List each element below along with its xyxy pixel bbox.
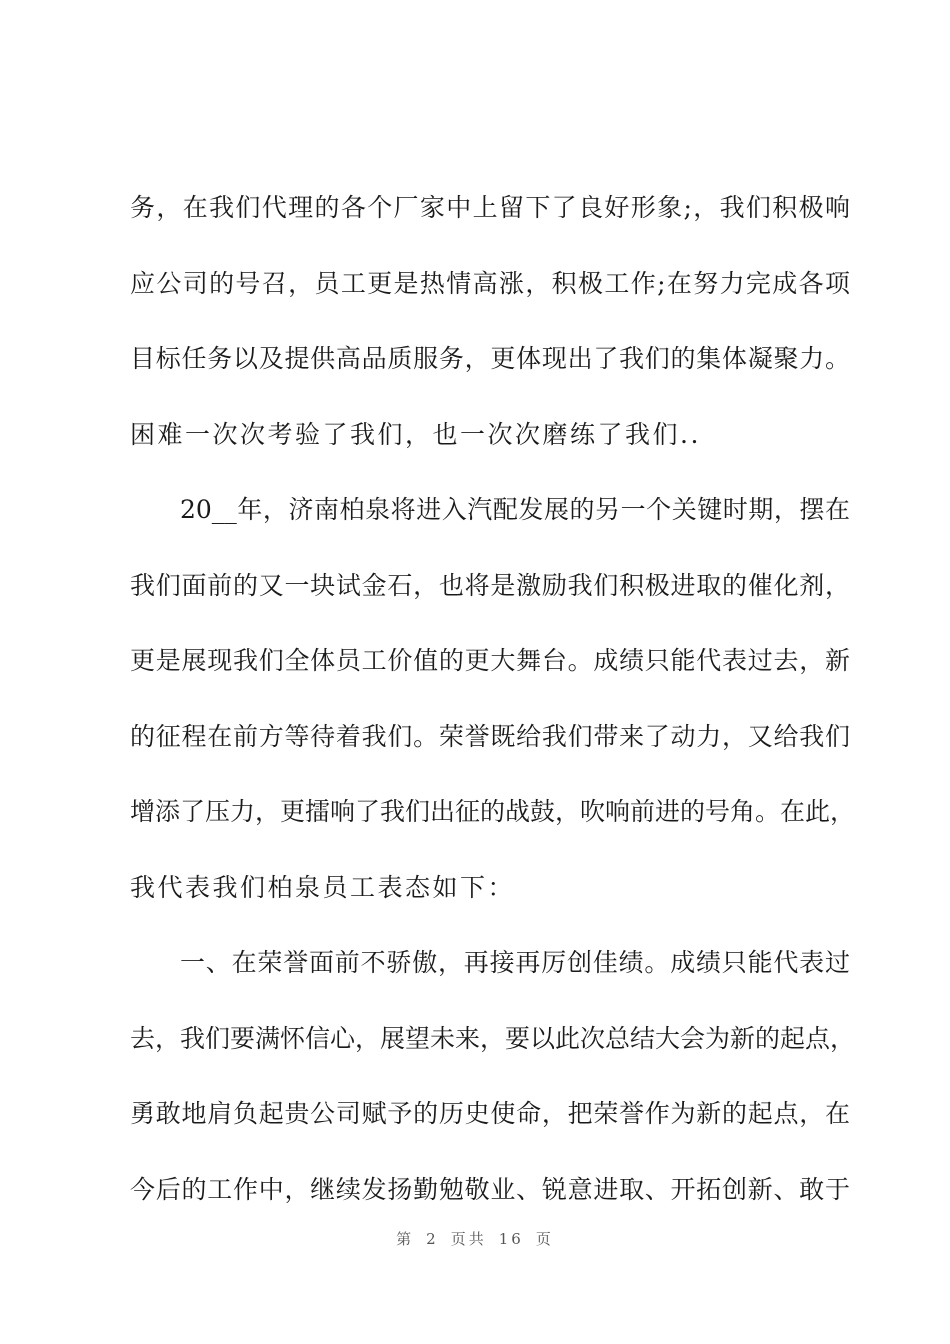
document-body [130,170,856,1227]
page-number-footer [0,1228,950,1249]
text-line: 增添了压力，更擂响了我们出征的战鼓，吹响前进的号角。在此， [130,797,856,826]
text-line: 今后的工作中，继续发扬勤勉敬业、锐意进取、开拓创新、敢于 [130,1174,850,1204]
text-line: 困难一次次考验了我们，也一次次磨练了我们.. [130,419,701,449]
page-label-suffix: 页 [535,1230,554,1248]
text-line: 的征程在前方等待着我们。荣誉既给我们带来了动力，又给我们 [130,721,850,751]
total-pages-number: 16 [498,1230,524,1248]
text-line: 勇敢地肩负起贵公司赋予的历史使命，把荣誉作为新的起点，在 [130,1099,850,1128]
page-label-mid: 页共 [450,1230,487,1248]
text-line: 去，我们要满怀信心，展望未来，要以此次总结大会为新的起点， [130,1023,856,1053]
text-line: 更是展现我们全体员工价值的更大舞台。成绩只能代表过去，新 [130,646,850,675]
text-line: 我代表我们柏泉员工表态如下： [130,872,516,902]
paragraph-first-line: 20__年，济南柏泉将进入汽配发展的另一个关键时期，摆在 [180,495,850,524]
text-line: 我们面前的又一块试金石，也将是激励我们积极进取的催化剂， [130,570,850,600]
page-label-prefix: 第 [396,1230,415,1248]
paragraph-first-line: 一、在荣誉面前不骄傲，再接再厉创佳绩。成绩只能代表过 [180,948,850,977]
text-line: 应公司的号召，员工更是热情高涨，积极工作;在努力完成各项 [130,268,850,298]
text-line: 目标任务以及提供高品质服务，更体现出了我们的集体凝聚力。 [130,344,850,373]
current-page-number: 2 [426,1230,439,1248]
text-line: 务，在我们代理的各个厂家中上留下了良好形象;，我们积极响 [130,193,850,222]
